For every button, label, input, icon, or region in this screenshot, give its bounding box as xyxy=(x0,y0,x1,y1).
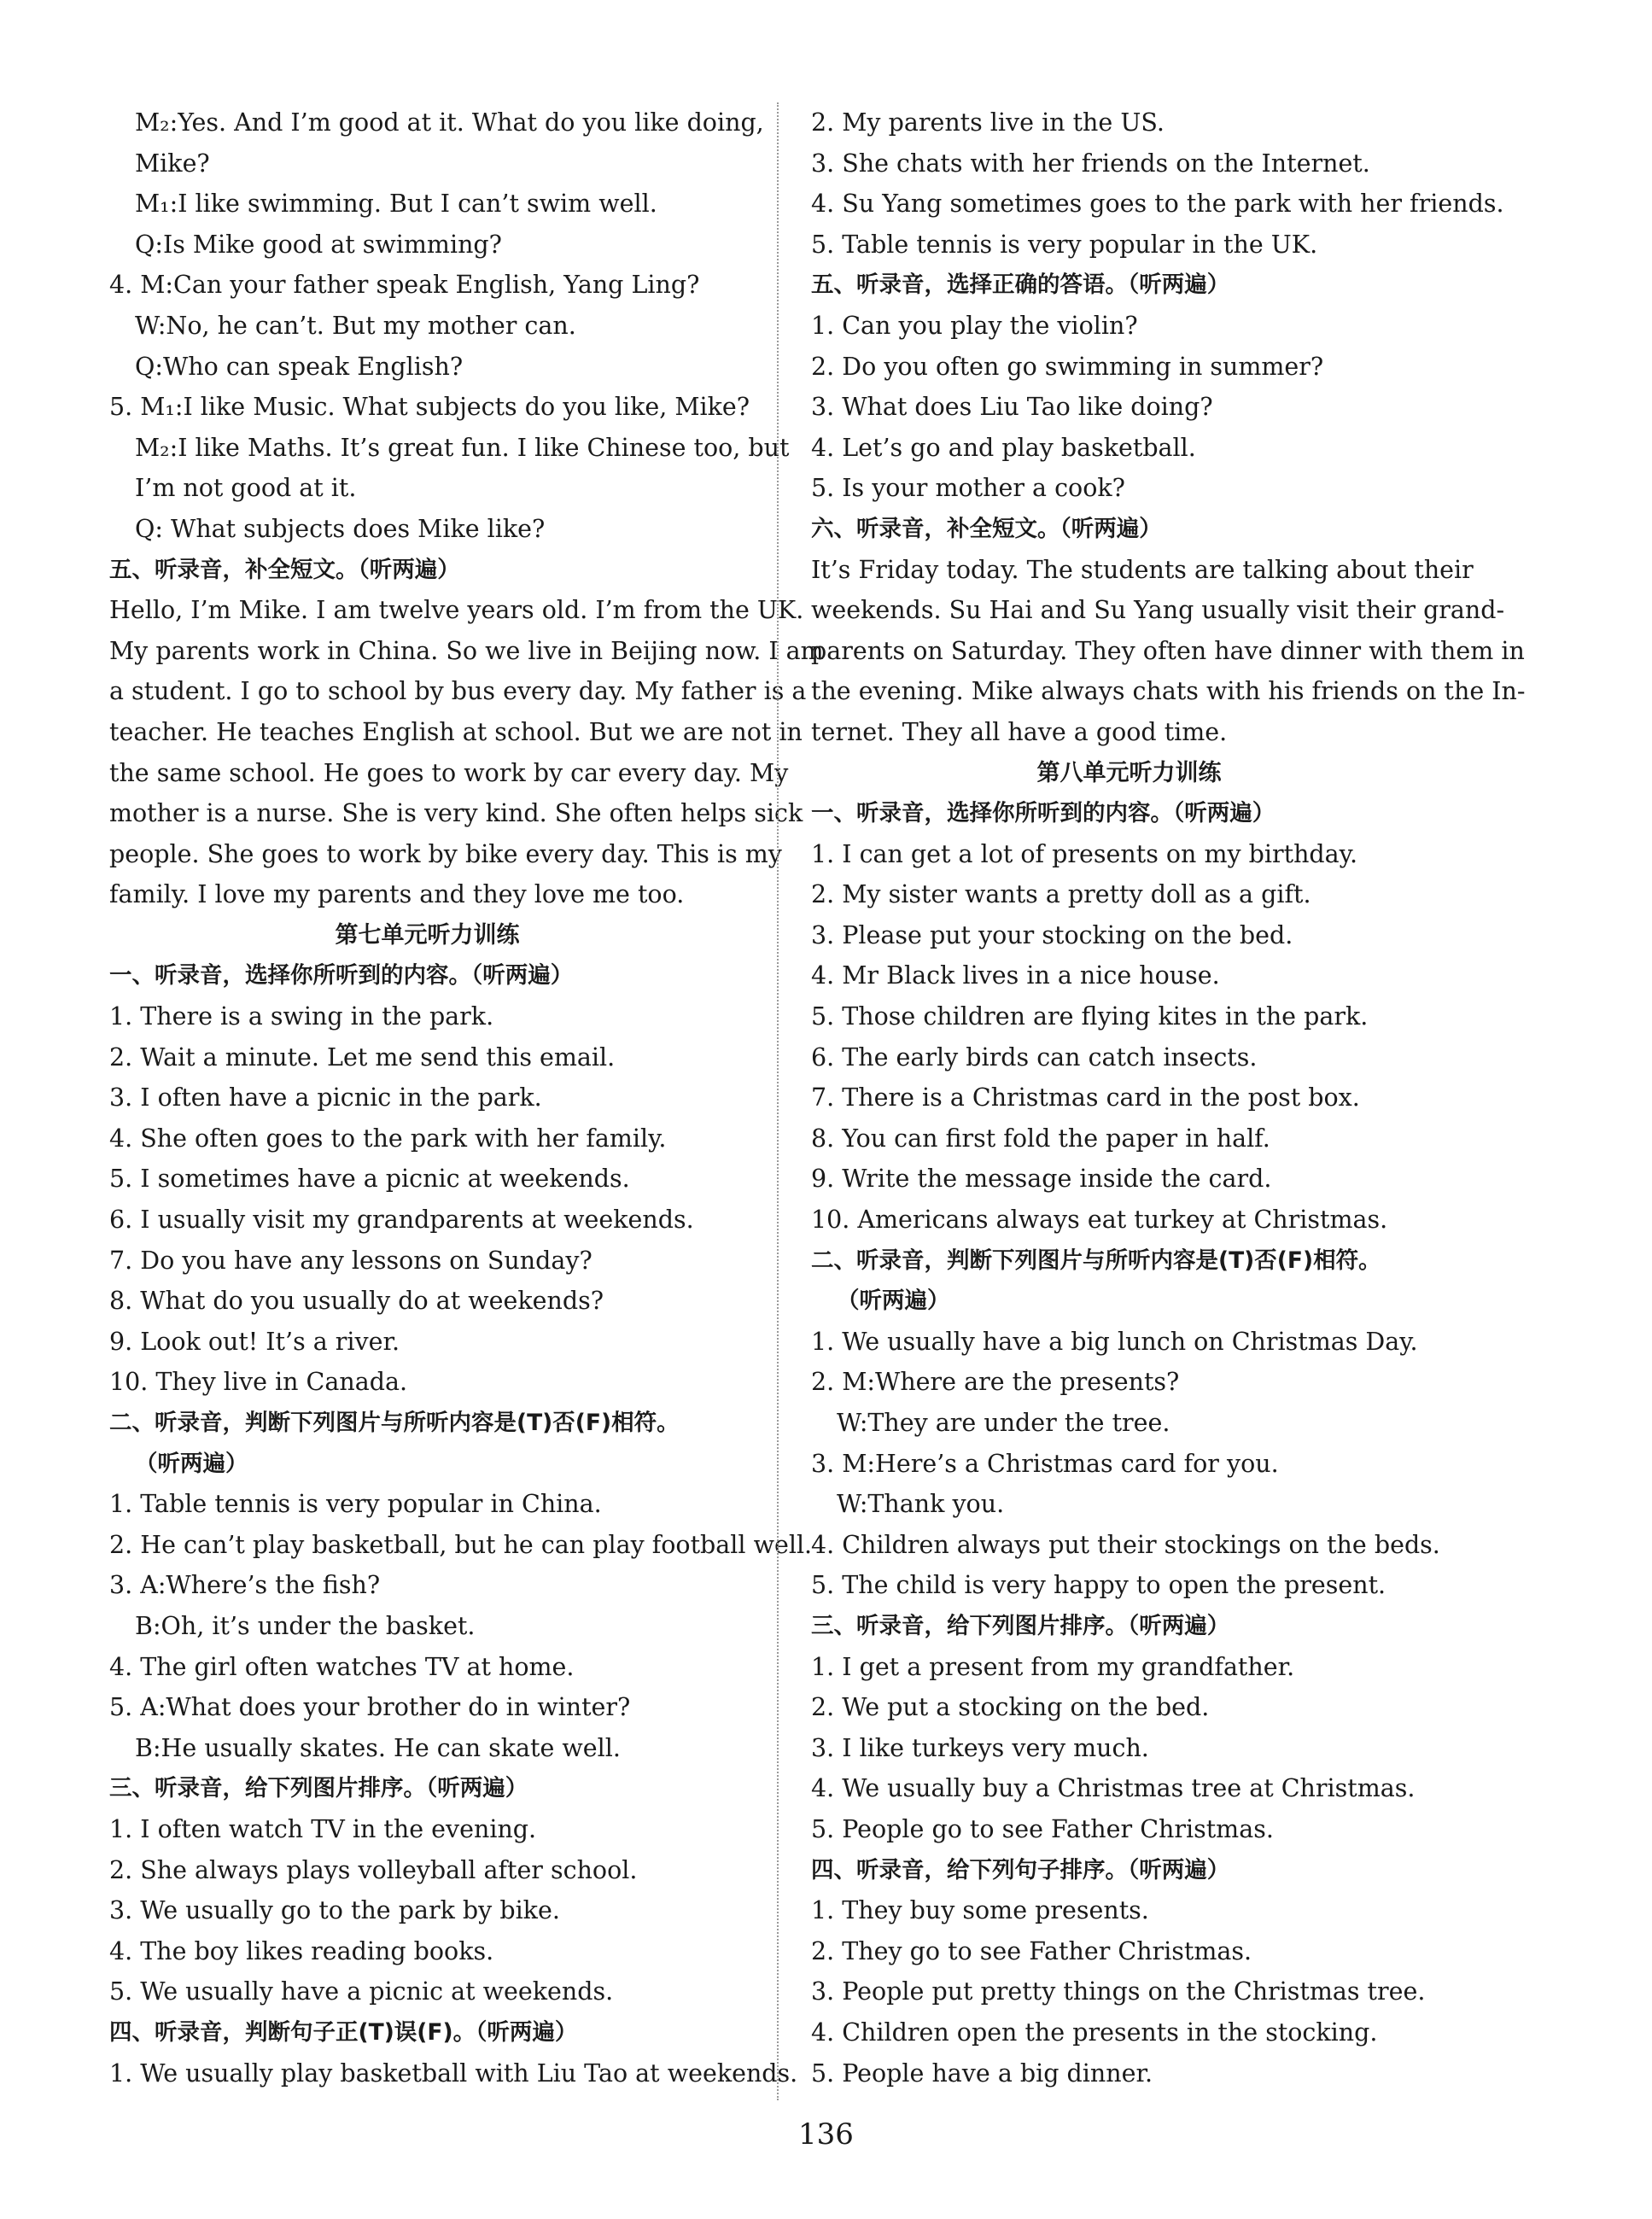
text-line: 2. My sister wants a pretty doll as a gift. xyxy=(811,880,1311,909)
text-line: 2. My parents live in the US. xyxy=(811,108,1165,137)
text-line: W:No, he can’t. But my mother can. xyxy=(135,311,576,340)
text-line: 4. We usually buy a Christmas tree at Christmas. xyxy=(811,1774,1416,1803)
text-line: 4. Su Yang sometimes goes to the park with her friends. xyxy=(811,190,1504,219)
text-line: 10. They live in Canada. xyxy=(109,1368,407,1397)
section-heading: 一、听录音，选择你所听到的内容。（听两遍） xyxy=(109,962,574,990)
paragraph-line: teacher. He teaches English at school. But we are not in xyxy=(109,717,803,746)
text-line: 4. Children open the presents in the stocking. xyxy=(811,2018,1378,2047)
text-line: 1. Table tennis is very popular in China. xyxy=(109,1490,602,1519)
text-line: Q:Who can speak English? xyxy=(135,352,464,381)
text-line: B:He usually skates. He can skate well. xyxy=(135,1733,621,1762)
text-line: 4. Children always put their stockings on the beds. xyxy=(811,1530,1440,1559)
section-heading: 二、听录音，判断下列图片与所听内容是(T)否(F)相符。 xyxy=(109,1410,680,1436)
text-line: 5. People have a big dinner. xyxy=(811,2058,1153,2088)
text-line: 3. We usually go to the park by bike. xyxy=(109,1896,560,1925)
text-line: 1. Can you play the violin? xyxy=(811,311,1138,340)
text-line: 4. Mr Black lives in a nice house. xyxy=(811,961,1220,990)
text-line: 5. The child is very happy to open the present. xyxy=(811,1571,1386,1600)
text-line: 9. Look out! It’s a river. xyxy=(109,1327,400,1356)
unit-title: 第八单元听力训练 xyxy=(1036,759,1222,786)
paragraph-line: mother is a nurse. She is very kind. She often helps sick xyxy=(109,799,803,828)
text-line: 1. They buy some presents. xyxy=(811,1896,1149,1925)
paragraph-line: the evening. Mike always chats with his friends on the In- xyxy=(811,677,1526,706)
text-line: Q:Is Mike good at swimming? xyxy=(135,230,502,259)
text-line: 3. What does Liu Tao like doing? xyxy=(811,393,1213,422)
left-column xyxy=(109,102,824,2093)
section-heading: 五、听录音，补全短文。（听两遍） xyxy=(109,556,460,583)
text-line: 1. I get a present from my grandfather. xyxy=(811,1652,1295,1681)
text-line: 3. People put pretty things on the Christmas tree. xyxy=(811,1977,1426,2006)
text-line: 1. I can get a lot of presents on my birthday. xyxy=(811,839,1358,868)
text-line: 1. There is a swing in the park. xyxy=(109,1002,494,1031)
text-line: 4. She often goes to the park with her family. xyxy=(109,1124,667,1153)
text-line: W:Thank you. xyxy=(837,1490,1005,1519)
text-line: M₂:I like Maths. It’s great fun. I like Chinese too, but xyxy=(135,433,790,462)
text-line: 7. There is a Christmas card in the post box. xyxy=(811,1083,1360,1112)
text-line: 3. I like turkeys very much. xyxy=(811,1733,1149,1762)
paragraph-line: the same school. He goes to work by car every day. My xyxy=(109,758,789,787)
paragraph-line: a student. I go to school by bus every day. My father is a xyxy=(109,677,807,706)
text-line: 4. The boy likes reading books. xyxy=(109,1936,494,1965)
text-line: 5. I sometimes have a picnic at weekends. xyxy=(109,1165,630,1194)
text-line: 2. She always plays volleyball after school. xyxy=(109,1855,638,1884)
text-line: 5. Table tennis is very popular in the UK. xyxy=(811,230,1318,259)
text-line: 5. We usually have a picnic at weekends. xyxy=(109,1977,614,2006)
text-line: 5. Those children are flying kites in the park. xyxy=(811,1002,1369,1031)
text-line: 1. I often watch TV in the evening. xyxy=(109,1814,537,1843)
text-line: family. I love my parents and they love me too. xyxy=(109,880,685,909)
text-line: M₂:Yes. And I’m good at it. What do you like doing, xyxy=(135,108,764,137)
paragraph-line: My parents work in China. So we live in Beijing now. I am xyxy=(109,636,824,665)
text-line: Mike? xyxy=(135,149,210,178)
column-divider xyxy=(777,102,779,2100)
text-line: 5. Is your mother a cook? xyxy=(811,474,1125,503)
text-line: M₁:I like swimming. But I can’t swim well. xyxy=(135,190,657,219)
text-line: 9. Write the message inside the card. xyxy=(811,1165,1272,1194)
section-heading: （听两遍） xyxy=(837,1288,950,1315)
text-line: 6. I usually visit my grandparents at weekends. xyxy=(109,1206,694,1235)
section-heading: 三、听录音，给下列图片排序。（听两遍） xyxy=(109,1775,528,1802)
text-line: 4. M:Can your father speak English, Yang Ling? xyxy=(109,271,700,300)
text-line: 3. I often have a picnic in the park. xyxy=(109,1083,542,1112)
text-line: Q: What subjects does Mike like? xyxy=(135,514,546,543)
section-heading: 五、听录音，选择正确的答语。（听两遍） xyxy=(811,272,1230,299)
section-heading: 一、听录音，选择你所听到的内容。（听两遍） xyxy=(811,800,1275,827)
unit-title: 第七单元听力训练 xyxy=(335,921,520,949)
text-line: ternet. They all have a good time. xyxy=(811,717,1228,746)
paragraph-line: weekends. Su Hai and Su Yang usually visit their grand- xyxy=(811,596,1505,625)
section-heading: （听两遍） xyxy=(135,1450,248,1477)
section-heading: 四、听录音，判断句子正(T)误(F)。（听两遍） xyxy=(109,2018,578,2046)
section-heading: 三、听录音，给下列图片排序。（听两遍） xyxy=(811,1612,1230,1639)
text-line: 2. He can’t play basketball, but he can play football well. xyxy=(109,1530,813,1559)
text-line: 3. M:Here’s a Christmas card for you. xyxy=(811,1449,1279,1478)
text-line: 4. The girl often watches TV at home. xyxy=(109,1652,575,1681)
text-line: 5. A:What does your brother do in winter? xyxy=(109,1693,631,1722)
section-heading: 二、听录音，判断下列图片与所听内容是(T)否(F)相符。 xyxy=(811,1247,1381,1274)
text-line: 7. Do you have any lessons on Sunday? xyxy=(109,1246,593,1275)
page-number: 136 xyxy=(798,2117,854,2152)
text-line: 5. People go to see Father Christmas. xyxy=(811,1814,1274,1843)
text-line: 5. M₁:I like Music. What subjects do you like, Mike? xyxy=(109,393,750,422)
text-line: 2. We put a stocking on the bed. xyxy=(811,1693,1210,1722)
text-line: 2. M:Where are the presents? xyxy=(811,1368,1180,1397)
section-heading: 六、听录音，补全短文。（听两遍） xyxy=(811,515,1162,542)
paragraph-line: parents on Saturday. They often have dinner with them in xyxy=(811,636,1525,665)
right-column xyxy=(811,102,1526,2093)
text-line: 8. What do you usually do at weekends? xyxy=(109,1287,604,1316)
section-heading: 四、听录音，给下列句子排序。（听两遍） xyxy=(811,1856,1230,1883)
text-line: 2. They go to see Father Christmas. xyxy=(811,1936,1252,1965)
paragraph-line: Hello, I’m Mike. I am twelve years old. I’m from the UK. xyxy=(109,596,804,625)
text-line: 10. Americans always eat turkey at Christmas. xyxy=(811,1206,1388,1235)
text-line: 8. You can first fold the paper in half. xyxy=(811,1124,1270,1153)
text-line: 3. A:Where’s the fish? xyxy=(109,1571,381,1600)
text-line: 2. Do you often go swimming in summer? xyxy=(811,352,1324,381)
text-line: W:They are under the tree. xyxy=(837,1409,1170,1437)
text-line: 4. Let’s go and play basketball. xyxy=(811,433,1196,462)
text-line: 3. She chats with her friends on the Internet. xyxy=(811,149,1370,178)
paragraph-line: people. She goes to work by bike every day. This is my xyxy=(109,839,782,868)
text-line: I’m not good at it. xyxy=(135,474,357,503)
text-line: 2. Wait a minute. Let me send this email. xyxy=(109,1042,616,1072)
text-line: B:Oh, it’s under the basket. xyxy=(135,1611,476,1640)
paragraph-line: It’s Friday today. The students are talking about their xyxy=(811,555,1474,584)
text-line: 1. We usually have a big lunch on Christmas Day. xyxy=(811,1327,1418,1356)
text-line: 1. We usually play basketball with Liu Tao at weekends. xyxy=(109,2058,798,2088)
text-line: 6. The early birds can catch insects. xyxy=(811,1042,1258,1072)
text-line: 3. Please put your stocking on the bed. xyxy=(811,920,1293,949)
